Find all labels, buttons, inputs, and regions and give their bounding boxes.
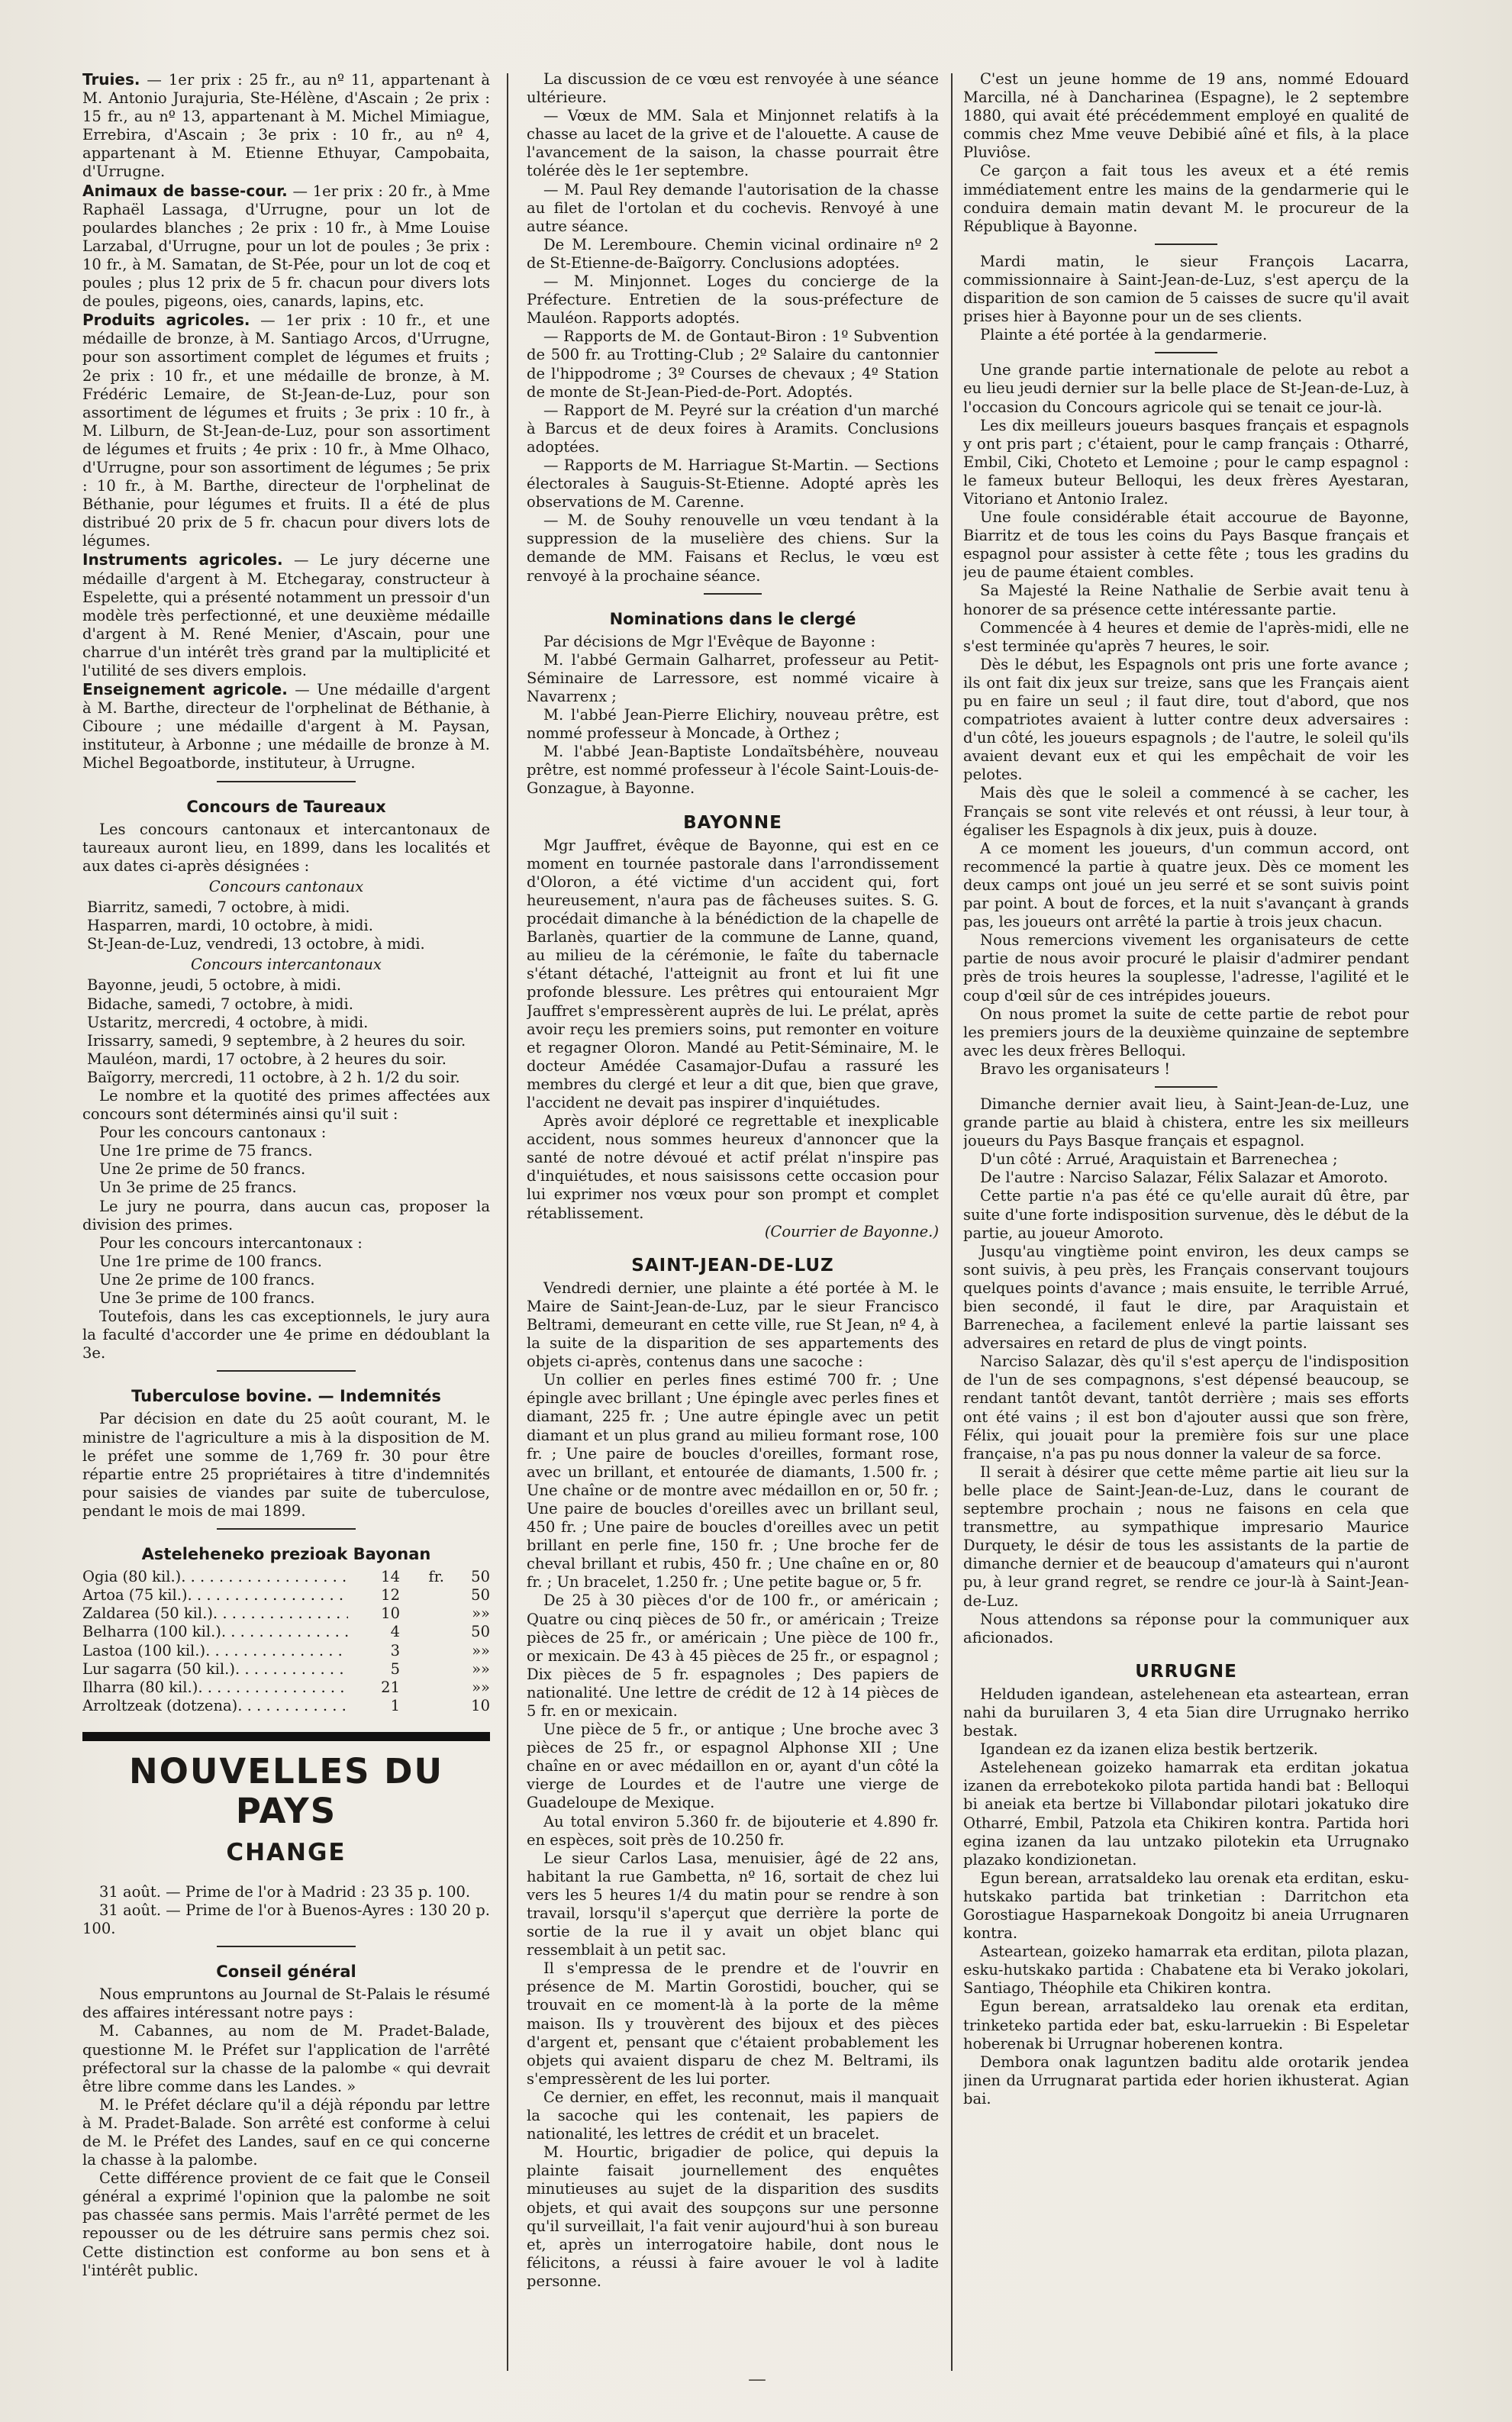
footer-mark: —	[748, 2369, 766, 2390]
stjean-cont-paragraph: Ce garçon a fait tous les aveux et a été remis immédiatement entre les mains de la gendarmerie qui le conduira demain matin devant M. le procureur de la République à Bayonne.	[963, 162, 1409, 235]
chistera-paragraph: D'un côté : Arrué, Araquistain et Barrenechea ;	[980, 1150, 1338, 1169]
list-item: Une 2e prime de 100 francs.	[99, 1270, 315, 1288]
nominations-paragraph: M. l'abbé Jean-Baptiste Londaïtsbéhère, nouveau prêtre, est nommé professeur à l'école Saint-Louis-de-Gonzague, à Bayonne.	[527, 743, 939, 798]
nominations-title: Nominations dans le clergé	[609, 609, 856, 628]
nominations-paragraph: Par décisions de Mgr l'Evêque de Bayonne :	[543, 632, 876, 650]
bayonne-paragraph: Mgr Jauffret, évêque de Bayonne, qui est en ce moment en tournée pastorale dans l'arrondissement d'Oloron, a été victime d'un accident qui, fort heureusement, n'aura pas de fâcheuses suites. S. G. procédait dimanche à la bénédiction de la chapelle de Barlanès, quartier de la commune de Lanne, quand, au milieu de la cérémonie, le faîte du tabernacle s'étant détaché, l'atteignit au front et lui fit une profonde blessure. Les prêtres qui entouraient Mgr Jauffret s'empressèrent auprès de lui. Le prélat, après avoir reçu les premiers soins, put remonter en voiture et regagner Oloron. Mandé au Petit-Séminaire, M. le docteur Amédée Casamajor-Dufau a rassuré les membres du clergé et leur a dit que, bien que grave, l'accident ne devait pas inspirer d'inquiétudes.	[527, 836, 939, 1111]
chistera-paragraph: De l'autre : Narciso Salazar, Félix Salazar et Amoroto.	[980, 1169, 1388, 1187]
list-item: Un 3e prime de 25 francs.	[99, 1179, 297, 1197]
price-cents: »»	[472, 1604, 490, 1623]
taureaux-p5: Toutefois, dans les cas exceptionnels, le jury aura la faculté d'accorder une 4e prime en dédoublant la 3e.	[82, 1308, 490, 1363]
leader-dots	[198, 1679, 348, 1697]
list-item: Ustaritz, mercredi, 4 octobre, à midi.	[87, 1013, 369, 1031]
urrugne-paragraph: Dembora onak laguntzen baditu alde orotarik jendea jinen da Urrugnarat partida eder horien ikhusterat. Agian bai.	[963, 2053, 1409, 2108]
urrugne-paragraph: Egun berean, arratsaldeko lau orenak eta erditan, trinketeko partida eder bat, esku-larruekin : Bi Espeletar hoberenak bi Urrugnar hoberenen kontra.	[963, 1998, 1409, 2053]
price-unit	[400, 1697, 444, 1715]
price-value: 3	[390, 1641, 400, 1659]
cantonaux-title: Concours cantonaux	[208, 877, 364, 895]
list-item: Irissarry, samedi, 9 septembre, à 2 heures du soir.	[87, 1031, 466, 1050]
section-divider	[1155, 243, 1217, 245]
price-row	[82, 1660, 490, 1679]
change-line: 31 août. — Prime de l'or à Buenos-Ayres : 130 20 p. 100.	[82, 1901, 490, 1938]
pelote-paragraph: Mais dès que le soleil a commencé à se cacher, les Français se sont vite relevés et ont réussi, à leur tour, à égaliser les Espagnols à dix jeux, puis à douze.	[963, 784, 1409, 839]
price-cents: 10	[471, 1696, 490, 1714]
stjean-paragraph: Vendredi dernier, une plainte a été portée à M. le Maire de Saint-Jean-de-Luz, par le sieur Francisco Beltrami, demeurant en cette ville, rue St Jean, nº 4, à la suite de la disparition de ses appartements des objets ci-après, contenus dans une sacoche :	[527, 1279, 939, 1371]
nominations-paragraph: M. l'abbé Germain Galharret, professeur au Petit-Séminaire de Larressore, est nommé vicaire à Navarrenx ;	[527, 650, 939, 705]
taureaux-p2: Pour les concours cantonaux :	[99, 1124, 327, 1142]
leader-dots	[181, 1568, 348, 1586]
price-unit	[400, 1604, 444, 1623]
stjean-paragraph: M. Hourtic, brigadier de police, qui depuis la plainte faisait journellement des enquêtes minutieuses au sujet de la disparition des susdits objets, et qui avait des soupçons sur une personne qu'il surveillait, l'a fait venir aujourd'hui à son bureau et, après un interrogatoire habile, dont nous le félicitons, a réussi à faire avouer le vol à ladite personne.	[527, 2143, 939, 2290]
conseil-cont-paragraph: — Rapport de M. Peyré sur la création d'un marché à Barcus et de deux foires à Aramits. Conclusions adoptées.	[527, 401, 939, 456]
conseil-cont-paragraph: La discussion de ce vœu est renvoyée à une séance ultérieure.	[527, 70, 939, 107]
urrugne-title: URRUGNE	[1135, 1661, 1237, 1682]
pelote-paragraph: On nous promet la suite de cette partie de rebot pour les premiers jours de la deuxième quinzaine de septembre avec les deux frères Belloqui.	[963, 1005, 1409, 1059]
conseil-title: Conseil général	[216, 1962, 356, 1982]
list-item: Une 2e prime de 50 francs.	[99, 1160, 306, 1179]
tuberculose-title: Tuberculose bovine. — Indemnités	[131, 1387, 441, 1406]
leader-dots	[235, 1660, 348, 1679]
pelote-paragraph: Sa Majesté la Reine Nathalie de Serbie avait tenu à honorer de sa présence cette intéressante partie.	[963, 582, 1409, 618]
column-2	[527, 70, 939, 2391]
bayonne-source: (Courrier de Bayonne.)	[764, 1222, 939, 1240]
urrugne-paragraph: Igandean ez da izanen eliza bestik bertzerik.	[980, 1740, 1318, 1759]
price-unit	[400, 1679, 444, 1697]
stjean-cont-paragraph: Mardi matin, le sieur François Lacarra, commissionnaire à Saint-Jean-de-Luz, s'est aperçu de la disparition de son camion de 5 caisses de sucre qu'il avait prises hier à Bayonne pour un de ses clients.	[963, 252, 1409, 326]
section-divider	[1155, 352, 1217, 353]
column-1	[82, 70, 490, 2391]
price-item-name: Lur sagarra (50 kil.)	[82, 1659, 235, 1678]
price-item-name: Ilharra (80 kil.)	[82, 1678, 198, 1696]
list-item: Bayonne, jeudi, 5 octobre, à midi.	[87, 976, 342, 995]
section-divider	[217, 1946, 356, 1947]
list-item: St-Jean-de-Luz, vendredi, 13 octobre, à midi.	[87, 935, 425, 953]
section-divider	[704, 593, 762, 595]
prices-title: Asteleheneko prezioak Bayonan	[141, 1545, 431, 1564]
price-cents: »»	[472, 1678, 490, 1696]
pelote-paragraph: Nous remercions vivement les organisateurs de cette partie de nous avoir procuré le plaisir d'admirer pendant près de trois heures la souplesse, l'adresse, l'agilité et le coup d'œil sûr de ces intrépides joueurs.	[963, 931, 1409, 1005]
leader-dots	[205, 1642, 348, 1660]
stjean-paragraph: Le sieur Carlos Lasa, menuisier, âgé de 22 ans, habitant la rue Gambetta, nº 16, sortait de chez lui vers les 5 heures 1/4 du matin pour se rendre à son travail, lorsqu'il s'aperçut que derrière la porte de sortie de la rue il y avait un objet blanc qui ressemblait à un petit sac.	[527, 1849, 939, 1959]
prices-table	[82, 1568, 490, 1715]
column-3	[963, 70, 1409, 2391]
taureaux-intro: Les concours cantonaux et intercantonaux de taureaux auront lieu, en 1899, dans les localités et aux dates ci-après désignées :	[82, 820, 490, 875]
change-line: 31 août. — Prime de l'or à Madrid : 23 35 p. 100.	[99, 1882, 471, 1901]
price-row	[82, 1697, 490, 1715]
taureaux-title: Concours de Taureaux	[186, 797, 386, 816]
price-cents: »»	[472, 1659, 490, 1678]
conseil-cont-paragraph: — Rapports de M. de Gontaut-Biron : 1º Subvention de 500 fr. au Trotting-Club ; 2º Salaire du cantonnier de l'hippodrome ; 3º Courses de chevaux ; 4º Station de monte de St-Jean-Pied-de-Port. Adoptés.	[527, 327, 939, 401]
price-value: 4	[390, 1623, 400, 1641]
taureaux-p1: Le nombre et la quotité des primes affectées aux concours sont déterminés ainsi qu'il suit :	[82, 1086, 490, 1124]
price-unit	[400, 1623, 444, 1641]
bayonne-paragraph: Après avoir déploré ce regrettable et inexplicable accident, nous sommes heureux d'annoncer que la santé de notre dévoué et actif prélat n'inspire pas d'inquiétudes, et nous saisissons cette occasion pour lui exprimer nos vœux pour son prompt et complet rétablissement.	[527, 1112, 939, 1222]
pelote-paragraph: Commencée à 4 heures et demie de l'après-midi, elle ne s'est terminée qu'après 7 heures, le soir.	[963, 618, 1409, 655]
section-divider	[217, 1528, 356, 1530]
conseil-paragraph: Cette différence provient de ce fait que le Conseil général a exprimé l'opinion que la palombe ne soit pas chassée sans permis. Mais l'arrêté permet de les repousser ou de les détruire sans permis chez soi. Cette distinction est conforme au bon sens et à l'intérêt public.	[82, 2169, 490, 2279]
price-cents: »»	[472, 1641, 490, 1659]
chistera-paragraph: Jusqu'au vingtième point environ, les deux camps se sont suivis, à peu près, les Français conservant toujours quelques points d'avance ; mais ensuite, le terrible Arrué, bien secondé, il faut le dire, par Araquistain et Barrenechea, a facilement enlevé la partie laissant ses adversaires en retard de plus de vingt points.	[963, 1242, 1409, 1353]
conseil-cont-paragraph: De M. Leremboure. Chemin vicinal ordinaire nº 2 de St-Etienne-de-Baïgorry. Conclusions adoptées.	[527, 235, 939, 272]
list-item: Bidache, samedi, 7 octobre, à midi.	[87, 995, 353, 1013]
stjean-title: SAINT-JEAN-DE-LUZ	[631, 1255, 834, 1276]
price-unit	[400, 1642, 444, 1660]
tuberculose-text: Par décision en date du 25 août courant, M. le ministre de l'agriculture a mis à la disposition de M. le préfet une somme de 1,769 fr. 30 pour être répartie entre 25 propriétaires à titre d'indemnités pour saisies de viandes par suite de tuberculose, pendant le mois de mai 1899.	[82, 1410, 490, 1520]
price-row	[82, 1679, 490, 1697]
price-item-name: Arroltzeak (dotzena)	[82, 1696, 238, 1714]
list-item: Baïgorry, mercredi, 11 octobre, à 2 h. 1/2 du soir.	[87, 1068, 460, 1086]
bayonne-title: BAYONNE	[683, 812, 782, 833]
list-item: Hasparren, mardi, 10 octobre, à midi.	[87, 917, 373, 935]
list-item: Une 1re prime de 100 francs.	[99, 1252, 322, 1270]
price-row	[82, 1623, 490, 1641]
chistera-paragraph: Dimanche dernier avait lieu, à Saint-Jean-de-Luz, une grande partie au blaid à chistera, entre les six meilleurs joueurs du Pays Basque français et espagnol.	[963, 1095, 1409, 1150]
price-value: 1	[390, 1696, 400, 1714]
section-divider	[217, 1370, 356, 1372]
list-item: Une 1re prime de 75 francs.	[99, 1142, 313, 1160]
price-unit	[400, 1660, 444, 1679]
price-cents: 50	[471, 1568, 490, 1586]
taureaux-p3: Le jury ne pourra, dans aucun cas, proposer la division des primes.	[82, 1197, 490, 1234]
conseil-paragraph: M. Cabannes, au nom de M. Pradet-Balade, questionne M. le Préfet sur l'application de l'arrêté préfectoral sur la chasse de la palombe « qui devrait être libre comme dans les Landes. »	[82, 2022, 490, 2095]
taureaux-p4: Pour les concours intercantonaux :	[99, 1234, 363, 1252]
leader-dots	[188, 1586, 348, 1604]
price-row	[82, 1586, 490, 1604]
prize-produits: Produits agricoles. — 1er prix : 10 fr., et une médaille de bronze, à M. Santiago Arcos, d'Urrugne, pour son assortiment complet de légumes et fruits ; 2e prix : 10 fr., et une médaille de bronze, à M. Frédéric Lemaire, de St-Jean-de-Luz, pour son assortiment de légumes et fruits ; 3e prix : 10 fr., à M. Lilburn, de St-Jean-de-Luz, pour son assortiment de légumes et fruits ; 4e prix : 10 fr., à Mme Olhaco, d'Urrugne, pour son assortiment de légumes ; 5e prix : 10 fr., à M. Barthe, directeur de l'orphelinat de Béthanie, pour légumes et fruits. Il a été de plus distribué 20 prix de 5 fr. chacun pour divers lots de légumes.	[82, 311, 490, 550]
price-unit	[400, 1586, 444, 1604]
pelote-paragraph: Les dix meilleurs joueurs basques français et espagnols y ont pris part ; c'étaient, pour le camp français : Otharré, Embil, Ciki, Choteto et Lemoine ; pour le camp espagnol : le fameux buteur Belloqui, les deux frères Ayestaran, Vitoriano et Antonio Iralez.	[963, 416, 1409, 508]
nouvelles-masthead: NOUVELLES DU PAYS	[128, 1750, 444, 1831]
prize-instruments: Instruments agricoles. — Le jury décerne une médaille d'argent à M. Etchegaray, constructeur à Espelette, qui a présenté notamment un pressoir d'un modèle très perfectionné, et une deuxième médaille d'argent à M. René Menier, d'Ascain, pour une charrue d'un intérêt très grand par la multiplicité et l'utilité de ses divers emplois.	[82, 550, 490, 679]
price-cents: 50	[471, 1623, 490, 1641]
chistera-paragraph: Cette partie n'a pas été ce qu'elle aurait dû être, par suite d'une forte indisposition survenue, dès le début de la partie, au joueur Amoroto.	[963, 1187, 1409, 1242]
stjean-paragraph: Une pièce de 5 fr., or antique ; Une broche avec 3 pièces de 25 fr., or espagnol Alphonse XII ; Une chaîne en or avec médaillon en or, ayant d'un côté la vierge de Lourdes et de l'autre une vierge de Guadeloupe de Mexique.	[527, 1721, 939, 1812]
pelote-paragraph: Une grande partie internationale de pelote au rebot a eu lieu jeudi dernier sur la belle place de St-Jean-de-Luz, à l'occasion du Concours agricole qui se tenait ce jour-là.	[963, 361, 1409, 416]
price-value: 14	[381, 1568, 400, 1586]
section-divider	[217, 781, 356, 782]
stjean-paragraph: De 25 à 30 pièces d'or de 100 fr., or américain ; Quatre ou cinq pièces de 50 fr., or américain ; Treize pièces de 25 fr., or américain ; Une pièce de 100 fr., or mexicain. De 43 à 45 pièces de 25 fr., or espagnol ; Dix pièces de 5 fr. espagnoles ; Des papiers de nationalité. Une lettre de crédit de 12 à 14 pièces de 5 fr. en or mexicain.	[527, 1592, 939, 1720]
price-value: 12	[381, 1586, 400, 1604]
conseil-paragraph: M. le Préfet déclare qu'il a déjà répondu par lettre à M. Pradet-Balade. Son arrêté est conforme à celui de M. le Préfet des Landes, sauf en ce qui concerne la chasse à la palombe.	[82, 2095, 490, 2169]
conseil-paragraph: Nous empruntons au Journal de St-Palais le résumé des affaires intéressant notre pays :	[82, 1985, 490, 2022]
urrugne-paragraph: Helduden igandean, astelehenean eta asteartean, erran nahi da buruilaren 3, 4 eta 5ian dire Urrugnako herriko bestak.	[963, 1685, 1409, 1740]
pelote-paragraph: A ce moment les joueurs, d'un commun accord, ont recommencé la partie à quatre jeux. Dès ce moment les deux camps ont joué un jeu serré et se sont suivis point par point. A bout de forces, et la nuit s'avançant à grands pas, les joueurs ont arrêté la partie à trois jeux chacun.	[963, 839, 1409, 931]
prize-basse-cour: Animaux de basse-cour. — 1er prix : 20 fr., à Mme Raphaël Lassaga, d'Urrugne, pour un lot de poulardes blanches ; 2e prix : 10 fr., à Mme Louise Larzabal, d'Urrugne, pour un lot de poules ; 3e prix : 10 fr., à M. Samatan, de St-Pée, pour un lot de coq et poules ; plus 12 prix de 5 fr. chacun pour divers lots de poules, pigeons, oies, canards, lapins, etc.	[82, 181, 490, 311]
column-rule	[951, 73, 953, 2371]
pelote-paragraph: Bravo les organisateurs !	[980, 1059, 1171, 1078]
change-title: CHANGE	[226, 1838, 347, 1866]
list-item: Une 3e prime de 100 francs.	[99, 1289, 315, 1307]
stjean-paragraph: Il s'empressa de le prendre et de l'ouvrir en présence de M. Martin Gorostidi, boucher, qui se trouvait en ce moment-là à la porte de la même maison. Ils y trouvèrent des bijoux et des pièces d'argent et, pensant que c'étaient probablement les objets qui avaient disparu de chez M. Beltrami, ils s'empressèrent de les lui porter.	[527, 1959, 939, 2088]
price-row	[82, 1604, 490, 1623]
price-item-name: Belharra (100 kil.)	[82, 1623, 221, 1641]
pelote-paragraph: Une foule considérable était accourue de Bayonne, Biarritz et de tous les coins du Pays Basque français et espagnol pour assister à cette fête ; tous les gradins du jeu de paume étaient combles.	[963, 508, 1409, 582]
chistera-paragraph: Narciso Salazar, dès qu'il s'est aperçu de l'indisposition de l'un de ses compagnons, s'est dépensé beaucoup, se rendant tantôt devant, tantôt derrière ; mais ses efforts ont été vains ; il est bon d'ajouter aussi que son frère, Félix, qui jouait pour la première fois sur une place française, n'a pas pu nous donner la valeur de sa force.	[963, 1353, 1409, 1463]
price-row	[82, 1568, 490, 1586]
leader-dots	[221, 1623, 348, 1641]
price-item-name: Lastoa (100 kil.)	[82, 1641, 206, 1659]
price-cents: 50	[471, 1586, 490, 1604]
leader-dots	[213, 1604, 348, 1623]
stjean-paragraph: Ce dernier, en effet, les reconnut, mais il manquait la sacoche qui les contenait, les papiers de nationalité, les lettres de crédit et un bracelet.	[527, 2088, 939, 2143]
stjean-cont-paragraph: C'est un jeune homme de 19 ans, nommé Edouard Marcilla, né à Dancharinea (Espagne), le 2 septembre 1880, qui avait été précédemment employé en qualité de commis chez Mme veuve Debibié aîné et fils, à la place Pluviôse.	[963, 70, 1409, 162]
prize-enseignement: Enseignement agricole. — Une médaille d'argent à M. Barthe, directeur de l'orphelinat de Béthanie, à Ciboure ; une médaille d'argent à M. Paysan, instituteur, à Arbonne ; une médaille de bronze à M. Michel Begoatborde, instituteur, à Urrugne.	[82, 680, 490, 772]
price-value: 10	[381, 1604, 400, 1623]
conseil-cont-paragraph: — M. de Souhy renouvelle un vœu tendant à la suppression de la muselière des chiens. Sur la demande de MM. Faisans et Reclus, le vœu est renvoyé à la prochaine séance.	[527, 511, 939, 585]
price-value: 5	[390, 1659, 400, 1678]
stjean-paragraph: Au total environ 5.360 fr. de bijouterie et 4.890 fr. en espèces, soit près de 10.250 fr.	[527, 1812, 939, 1849]
list-item: Biarritz, samedi, 7 octobre, à midi.	[87, 898, 350, 917]
pelote-paragraph: Dès le début, les Espagnols ont pris une forte avance ; ils ont fait dix jeux sur treize, sans que les Français aient pu en faire un seul ; il faut dire, tout d'abord, que nos compatriotes avaient à lutter contre deux adversaires : d'un côté, les joueurs espagnols ; de l'autre, le soleil qu'ils avaient devant eux et qui les empêchait de voir les pelotes.	[963, 655, 1409, 784]
price-item-name: Artoa (75 kil.)	[82, 1586, 188, 1604]
section-divider	[1155, 1086, 1217, 1088]
conseil-cont-paragraph: — M. Minjonnet. Loges du concierge de la Préfecture. Entretien de la sous-préfecture de Mauléon. Rapports adoptés.	[527, 273, 939, 327]
intercantonaux-title: Concours intercantonaux	[191, 956, 382, 974]
conseil-cont-paragraph: — M. Paul Rey demande l'autorisation de la chasse au filet de l'ortolan et du cochevis. Renvoyé à une autre séance.	[527, 180, 939, 235]
conseil-cont-paragraph: — Vœux de MM. Sala et Minjonnet relatifs à la chasse au lacet de la grive et de l'alouette. A cause de l'avancement de la saison, la chasse pourrait être tolérée dès le 1er septembre.	[527, 107, 939, 180]
nominations-paragraph: M. l'abbé Jean-Pierre Elichiry, nouveau prêtre, est nommé professeur à Moncade, à Orthez ;	[527, 706, 939, 743]
heavy-divider	[82, 1732, 490, 1741]
price-value: 21	[381, 1678, 400, 1696]
stjean-paragraph: Un collier en perles fines estimé 700 fr. ; Une épingle avec brillant ; Une épingle avec perles fines et diamant, 225 fr. ; Une autre épingle avec un petit diamant et un plus grand au milieu formant rose, 100 fr. ; Une paire de boucles d'oreilles, formant rose, avec un brillant, et entourée de diamants, 1.500 fr. ; Une chaîne or de montre avec médaillon en or, 50 fr. ; Une paire de boucles d'oreilles avec un brillant seul, 450 fr. ; Une paire de boucles d'oreilles avec un petit brillant en perle fine, 150 fr. ; Une broche fer de cheval brillant et rubis, 450 fr. ; Une chaîne en or, 80 fr. ; Un bracelet, 1.250 fr. ; Une petite bague or, 5 fr.	[527, 1371, 939, 1592]
price-row	[82, 1642, 490, 1660]
urrugne-paragraph: Astelehenean goizeko hamarrak eta erditan jokatua izanen da errebotekoko pilota partida handi bat : Belloqui bi aneiak eta bertze bi Villabondar pilotari jokatuko dire Otharré, Embil, Patzola eta Chikiren kontra. Partida hori egina izanen da lau untzako pilotekin eta Urrugnako plazako kondizionetan.	[963, 1759, 1409, 1869]
urrugne-paragraph: Egun berean, arratsaldeko lau orenak eta erditan, esku-hutskako partida bat trinketian : Darritchon eta Gorostiague Hasparnekoak Dongoitz bi aneia Urrugnaren kontra.	[963, 1869, 1409, 1943]
conseil-cont-paragraph: — Rapports de M. Harriague St-Martin. — Sections électorales à Sauguis-St-Etienne. Adopté après les observations de M. Carenne.	[527, 456, 939, 511]
price-item-name: Zaldarea (50 kil.)	[82, 1604, 213, 1623]
chistera-paragraph: Nous attendons sa réponse pour la communiquer aux aficionados.	[963, 1610, 1409, 1646]
column-rule	[507, 73, 508, 2371]
leader-dots	[237, 1697, 348, 1715]
stjean-cont-paragraph: Plainte a été portée à la gendarmerie.	[980, 326, 1268, 344]
chistera-paragraph: Il serait à désirer que cette même partie ait lieu sur la belle place de Saint-Jean-de-Luz, dans le courant de septembre prochain ; nous ne faisons en cela que transmettre, au sympathique impresario Maurice Durquety, le désir de tous les assistants de la partie de dimanche dernier et de beaucoup d'amateurs qui n'auront pu, à leur grand regret, se rendre ce jour-là à Saint-Jean-de-Luz.	[963, 1463, 1409, 1610]
list-item: Mauléon, mardi, 17 octobre, à 2 heures du soir.	[87, 1050, 447, 1068]
urrugne-paragraph: Asteartean, goizeko hamarrak eta erditan, pilota plazan, esku-hutskako partida : Chabatene eta bi Verako jokolari, Santiago, Théophile eta Chikiren kontra.	[963, 1943, 1409, 1998]
prize-truies: Truies. — 1er prix : 25 fr., au nº 11, appartenant à M. Antonio Jurajuria, Ste-Hélène, d'Ascain ; 2e prix : 15 fr., au nº 13, appartenant à M. Michel Mimiague, Errebira, d'Ascain ; 3e prix : 10 fr., au nº 4, appartenant à M. Etienne Ethuyar, Campobaita, d'Urrugne.	[82, 70, 490, 181]
price-unit: fr.	[428, 1568, 444, 1586]
price-item-name: Ogia (80 kil.)	[82, 1568, 182, 1586]
